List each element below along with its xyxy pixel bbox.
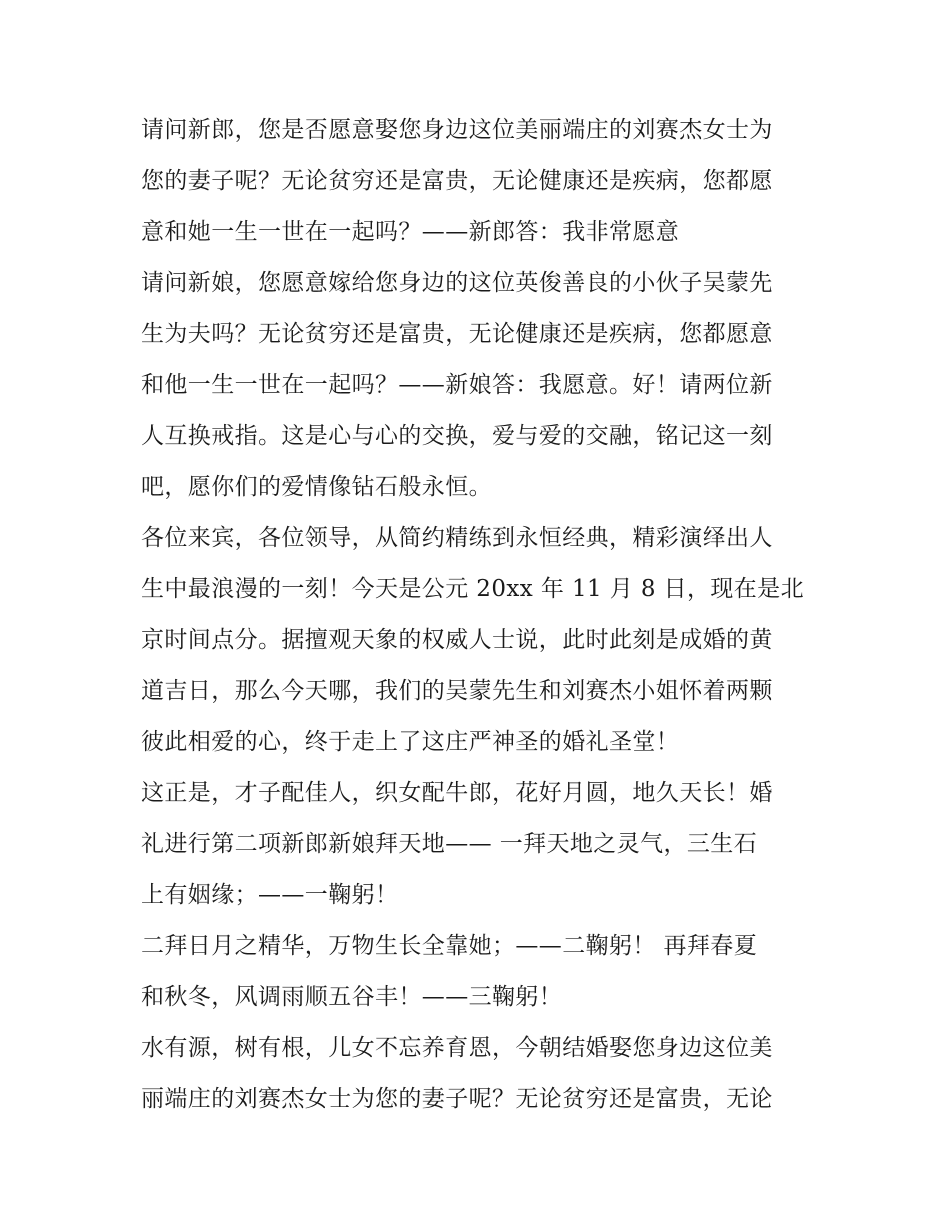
- text-line: 和他一生一世在一起吗？——新娘答：我愿意。好！请两位新: [141, 372, 773, 398]
- text-line: 意和她一生一世在一起吗？——新郎答：我非常愿意: [141, 219, 680, 245]
- document-body: [141, 105, 821, 1125]
- text-line: 您的妻子呢？无论贫穷还是富贵，无论健康还是疾病，您都愿: [141, 168, 773, 194]
- text-line: 生中最浪漫的一刻！今天是公元 20xx 年 11 月 8 日，现在是北: [141, 576, 804, 602]
- text-line: 请问新娘，您愿意嫁给您身边的这位英俊善良的小伙子吴蒙先: [141, 270, 773, 296]
- text-line: 丽端庄的刘赛杰女士为您的妻子呢？无论贫穷还是富贵，无论: [141, 1086, 773, 1112]
- text-line: 人互换戒指。这是心与心的交换，爱与爱的交融，铭记这一刻: [141, 423, 773, 449]
- text-line: 这正是，才子配佳人，织女配牛郎，花好月圆，地久天长！婚: [141, 780, 773, 806]
- text-line: 和秋冬，风调雨顺五谷丰！——三鞠躬！: [141, 984, 563, 1010]
- text-line: 礼进行第二项新郎新娘拜天地—— 一拜天地之灵气，三生石: [141, 831, 758, 857]
- text-line: 京时间点分。据擅观天象的权威人士说，此时此刻是成婚的黄: [141, 627, 773, 653]
- text-line: 上有姻缘；——一鞠躬！: [141, 882, 399, 908]
- text-line: 二拜日月之精华，万物生长全靠她；——二鞠躬！ 再拜春夏: [141, 933, 758, 959]
- text-line: 各位来宾，各位领导，从简约精练到永恒经典，精彩演绎出人: [141, 525, 773, 551]
- text-line: 请问新郎，您是否愿意娶您身边这位美丽端庄的刘赛杰女士为: [141, 117, 773, 143]
- text-line: 道吉日，那么今天哪，我们的吴蒙先生和刘赛杰小姐怀着两颗: [141, 678, 773, 704]
- text-line: 水有源，树有根，儿女不忘养育恩，今朝结婚娶您身边这位美: [141, 1035, 773, 1061]
- text-line: 吧，愿你们的爱情像钻石般永恒。: [141, 474, 492, 500]
- text-line: 生为夫吗？无论贫穷还是富贵，无论健康还是疾病，您都愿意: [141, 321, 773, 347]
- text-line: 彼此相爱的心，终于走上了这庄严神圣的婚礼圣堂！: [141, 729, 680, 755]
